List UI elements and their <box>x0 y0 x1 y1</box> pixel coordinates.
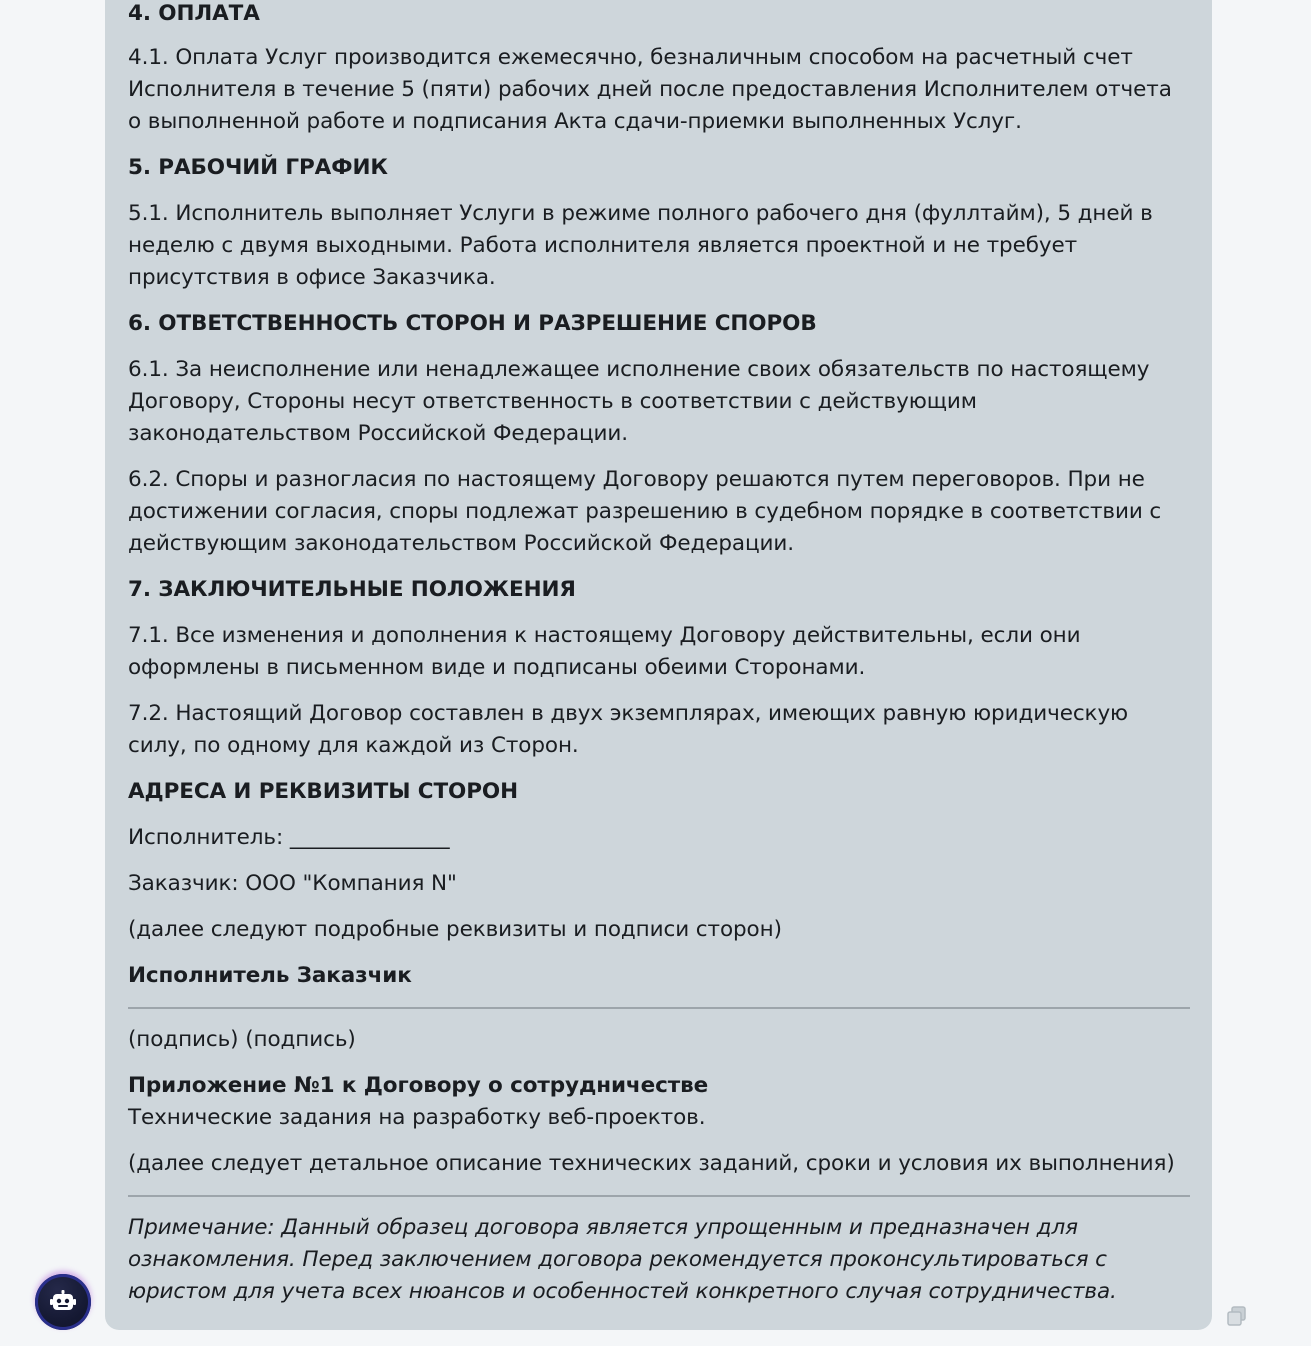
clause-6-2: 6.2. Споры и разногласия по настоящему Договору решаются путем переговоров. При не достижении согласия, споры подлежат разрешению в судебном порядке в соответствии с действующим законодательством Российской Федерации. <box>128 467 1162 556</box>
appendix-note: (далее следует детальное описание технических заданий, сроки и условия их выполнения) <box>128 1151 1175 1176</box>
customer-line: Заказчик: ООО "Компания N" <box>128 871 457 896</box>
clause-4-1: 4.1. Оплата Услуг производится ежемесячно, безналичным способом на расчетный счет Исполнителя в течение 5 (пяти) рабочих дней после предоставления Исполнителем отчета о выполненной работе и подписания Акта сдачи-приемки выполненных Услуг. <box>128 45 1172 134</box>
copy-message-button[interactable] <box>1226 1305 1248 1327</box>
signature-heading: Исполнитель Заказчик <box>128 963 412 988</box>
section-6-title: 6. ОТВЕТСТВЕННОСТЬ СТОРОН И РАЗРЕШЕНИЕ СПОРОВ <box>128 311 817 336</box>
clause-7-1: 7.1. Все изменения и дополнения к настоящему Договору действительны, если они оформлены в письменном виде и подписаны обеими Сторонами. <box>128 623 1081 680</box>
clause-7-2: 7.2. Настоящий Договор составлен в двух экземплярах, имеющих равную юридическую силу, по одному для каждой из Сторон. <box>128 701 1129 758</box>
appendix-text: Технические задания на разработку веб-проектов. <box>128 1105 706 1130</box>
disclaimer-note: Примечание: Данный образец договора является упрощенным и предназначен для ознакомления. Перед заключением договора рекомендуется проконсультироваться с юристом для учета всех нюансов и особенностей конкретного случая сотрудничества. <box>128 1215 1117 1304</box>
appendix-title: Приложение №1 к Договору о сотрудничестве <box>128 1073 709 1098</box>
clause-6-1: 6.1. За неисполнение или ненадлежащее исполнение своих обязательств по настоящему Договору, Стороны несут ответственность в соответствии с действующим законодательством Российской Федерации. <box>128 357 1150 446</box>
details-note: (далее следуют подробные реквизиты и подписи сторон) <box>128 917 782 942</box>
clause-5-1: 5.1. Исполнитель выполняет Услуги в режиме полного рабочего дня (фуллтайм), 5 дней в неделю с двумя выходными. Работа исполнителя является проектной и не требует присутствия в офисе Заказчика. <box>128 201 1153 290</box>
copy-icon <box>1226 1305 1248 1327</box>
section-4-title: 4. ОПЛАТА <box>128 1 260 26</box>
section-5-title: 5. РАБОЧИЙ ГРАФИК <box>128 155 388 180</box>
assistant-bot-button[interactable] <box>35 1274 91 1330</box>
addresses-title: АДРЕСА И РЕКВИЗИТЫ СТОРОН <box>128 779 518 804</box>
assistant-message <box>105 0 1212 1330</box>
signature-line: (подпись) (подпись) <box>128 1027 356 1052</box>
robot-icon <box>50 1290 76 1314</box>
section-7-title: 7. ЗАКЛЮЧИТЕЛЬНЫЕ ПОЛОЖЕНИЯ <box>128 577 576 602</box>
executor-line: Исполнитель: _______________ <box>128 825 450 850</box>
